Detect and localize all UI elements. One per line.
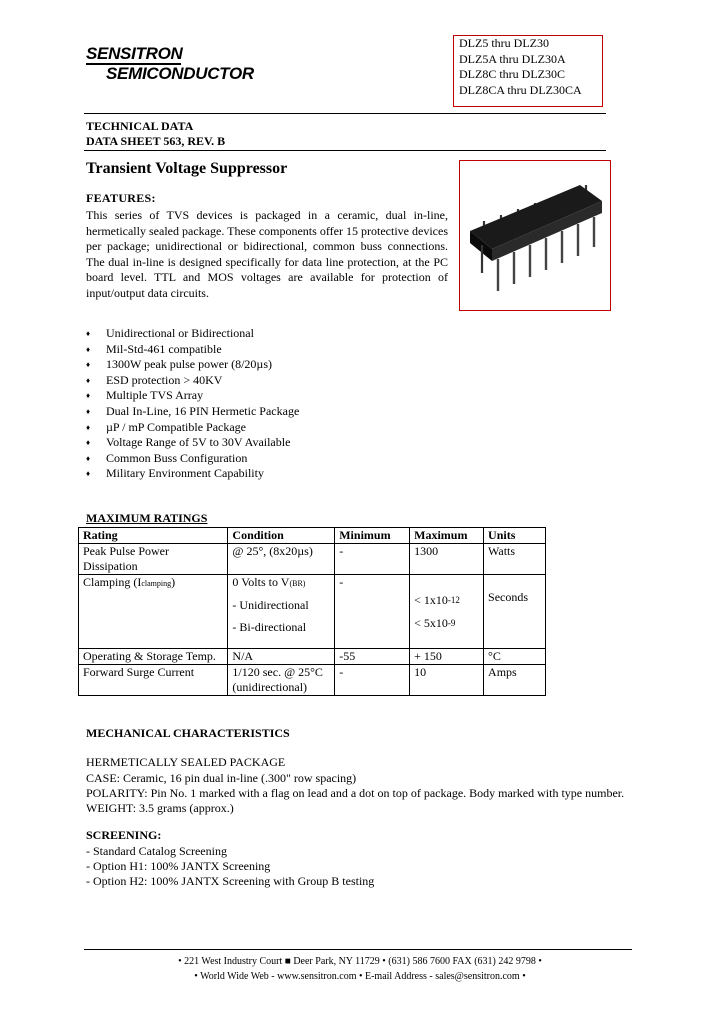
title-rule [84,150,606,151]
condition-cell: 0 Volts to V(BR) - Unidirectional - Bi-directional [228,575,335,649]
column-header: Maximum [410,528,484,544]
diamond-bullet-icon: ♦ [86,344,91,354]
max-ratings-heading: MAXIMUM RATINGS [86,511,208,525]
column-header: Units [484,528,546,544]
diamond-bullet-icon: ♦ [86,391,91,401]
table-row [79,649,546,665]
diamond-bullet-icon: ♦ [86,438,91,448]
list-item: - Option H1: 100% JANTX Screening [86,859,271,873]
min-cell: -55 [335,649,410,665]
units-cell: Amps [484,665,546,696]
column-header: Rating [79,528,228,544]
part-number: DLZ5 thru DLZ30 [459,36,549,50]
part-number: DLZ5A thru DLZ30A [459,51,566,66]
condition-cell: 1/120 sec. @ 25°C (unidirectional) [228,665,335,696]
part-number: DLZ8C thru DLZ30C [459,67,565,81]
diamond-bullet-icon: ♦ [86,453,91,463]
column-header: Condition [228,528,335,544]
page-title: Transient Voltage Suppressor [86,160,288,177]
technical-data-label: TECHNICAL DATA [86,119,194,133]
column-header: Minimum [335,528,410,544]
rating-cell: Peak Pulse Power Dissipation [79,544,228,575]
company-name-line1: SENSITRON [86,44,183,63]
max-cell: 10 [410,665,484,696]
footer-address: • 221 West Industry Court ■ Deer Park, NY 11729 • (631) 586 7600 FAX (631) 242 9798 • [178,956,542,967]
diamond-bullet-icon: ♦ [86,360,91,370]
footer-rule [84,949,632,950]
diamond-bullet-icon: ♦ [86,406,91,416]
company-name-line2: SEMICONDUCTOR [106,64,254,83]
condition-cell: @ 25°, (8x20µs) [228,544,335,575]
rating-cell: Operating & Storage Temp. [79,649,228,665]
list-item: - Option H2: 100% JANTX Screening with Group B testing [86,874,375,888]
table-row [79,544,546,575]
diamond-bullet-icon: ♦ [86,375,91,385]
rating-cell: Forward Surge Current [79,665,228,696]
table-row [79,665,546,696]
mechanical-heading: MECHANICAL CHARACTERISTICS [86,726,290,740]
case-text: CASE: Ceramic, 16 pin dual in-line (.300" row spacing) [86,771,357,785]
screening-heading: SCREENING: [86,828,162,842]
table-row [79,575,546,649]
rating-cell: Clamping (Iclamping) [79,575,228,649]
min-cell: - [335,665,410,696]
part-number: DLZ8CA thru DLZ30CA [459,82,582,97]
footer-web-email: • World Wide Web - www.sensitron.com • E-mail Address - sales@sensitron.com • [194,971,526,982]
min-cell: - [335,544,410,575]
header-rule [84,113,606,114]
max-cell: + 150 [410,649,484,665]
diamond-bullet-icon: ♦ [86,422,91,432]
features-heading: FEATURES: [86,191,156,205]
max-ratings-table [78,527,546,696]
max-cell: 1300 [410,544,484,575]
diamond-bullet-icon: ♦ [86,469,91,479]
units-cell: Seconds [484,575,546,649]
weight-text: WEIGHT: 3.5 grams (approx.) [86,801,234,815]
units-cell: Watts [484,544,546,575]
part-number-box [453,35,603,107]
polarity-text: POLARITY: Pin No. 1 marked with a flag on lead and a dot on top of package. Body marked with type number. [86,786,625,800]
datasheet-label: DATA SHEET 563, REV. B [86,134,226,148]
condition-cell: N/A [228,649,335,665]
dip-package-image [460,161,610,310]
list-item: - Standard Catalog Screening [86,844,227,858]
table-header-row [79,528,546,544]
package-image-frame [459,160,611,311]
features-description: This series of TVS devices is packaged in a ceramic, dual in-line, hermetically sealed package. These components offer 15 protective devices per package; unidirectional or bidirectional, common buss connections. The dual in-line is designed specifically for data line protection, at the PC board level. TTL and MOS voltages are available for protection of input/output data circuits. [86,208,448,300]
units-cell: °C [484,649,546,665]
max-cell: < $1x10^{-12}$ < $5x10^{-9}$ [410,575,484,649]
mechanical-subheading: HERMETICALLY SEALED PACKAGE [86,755,286,769]
min-cell: - [335,575,410,649]
diamond-bullet-icon: ♦ [86,329,91,338]
